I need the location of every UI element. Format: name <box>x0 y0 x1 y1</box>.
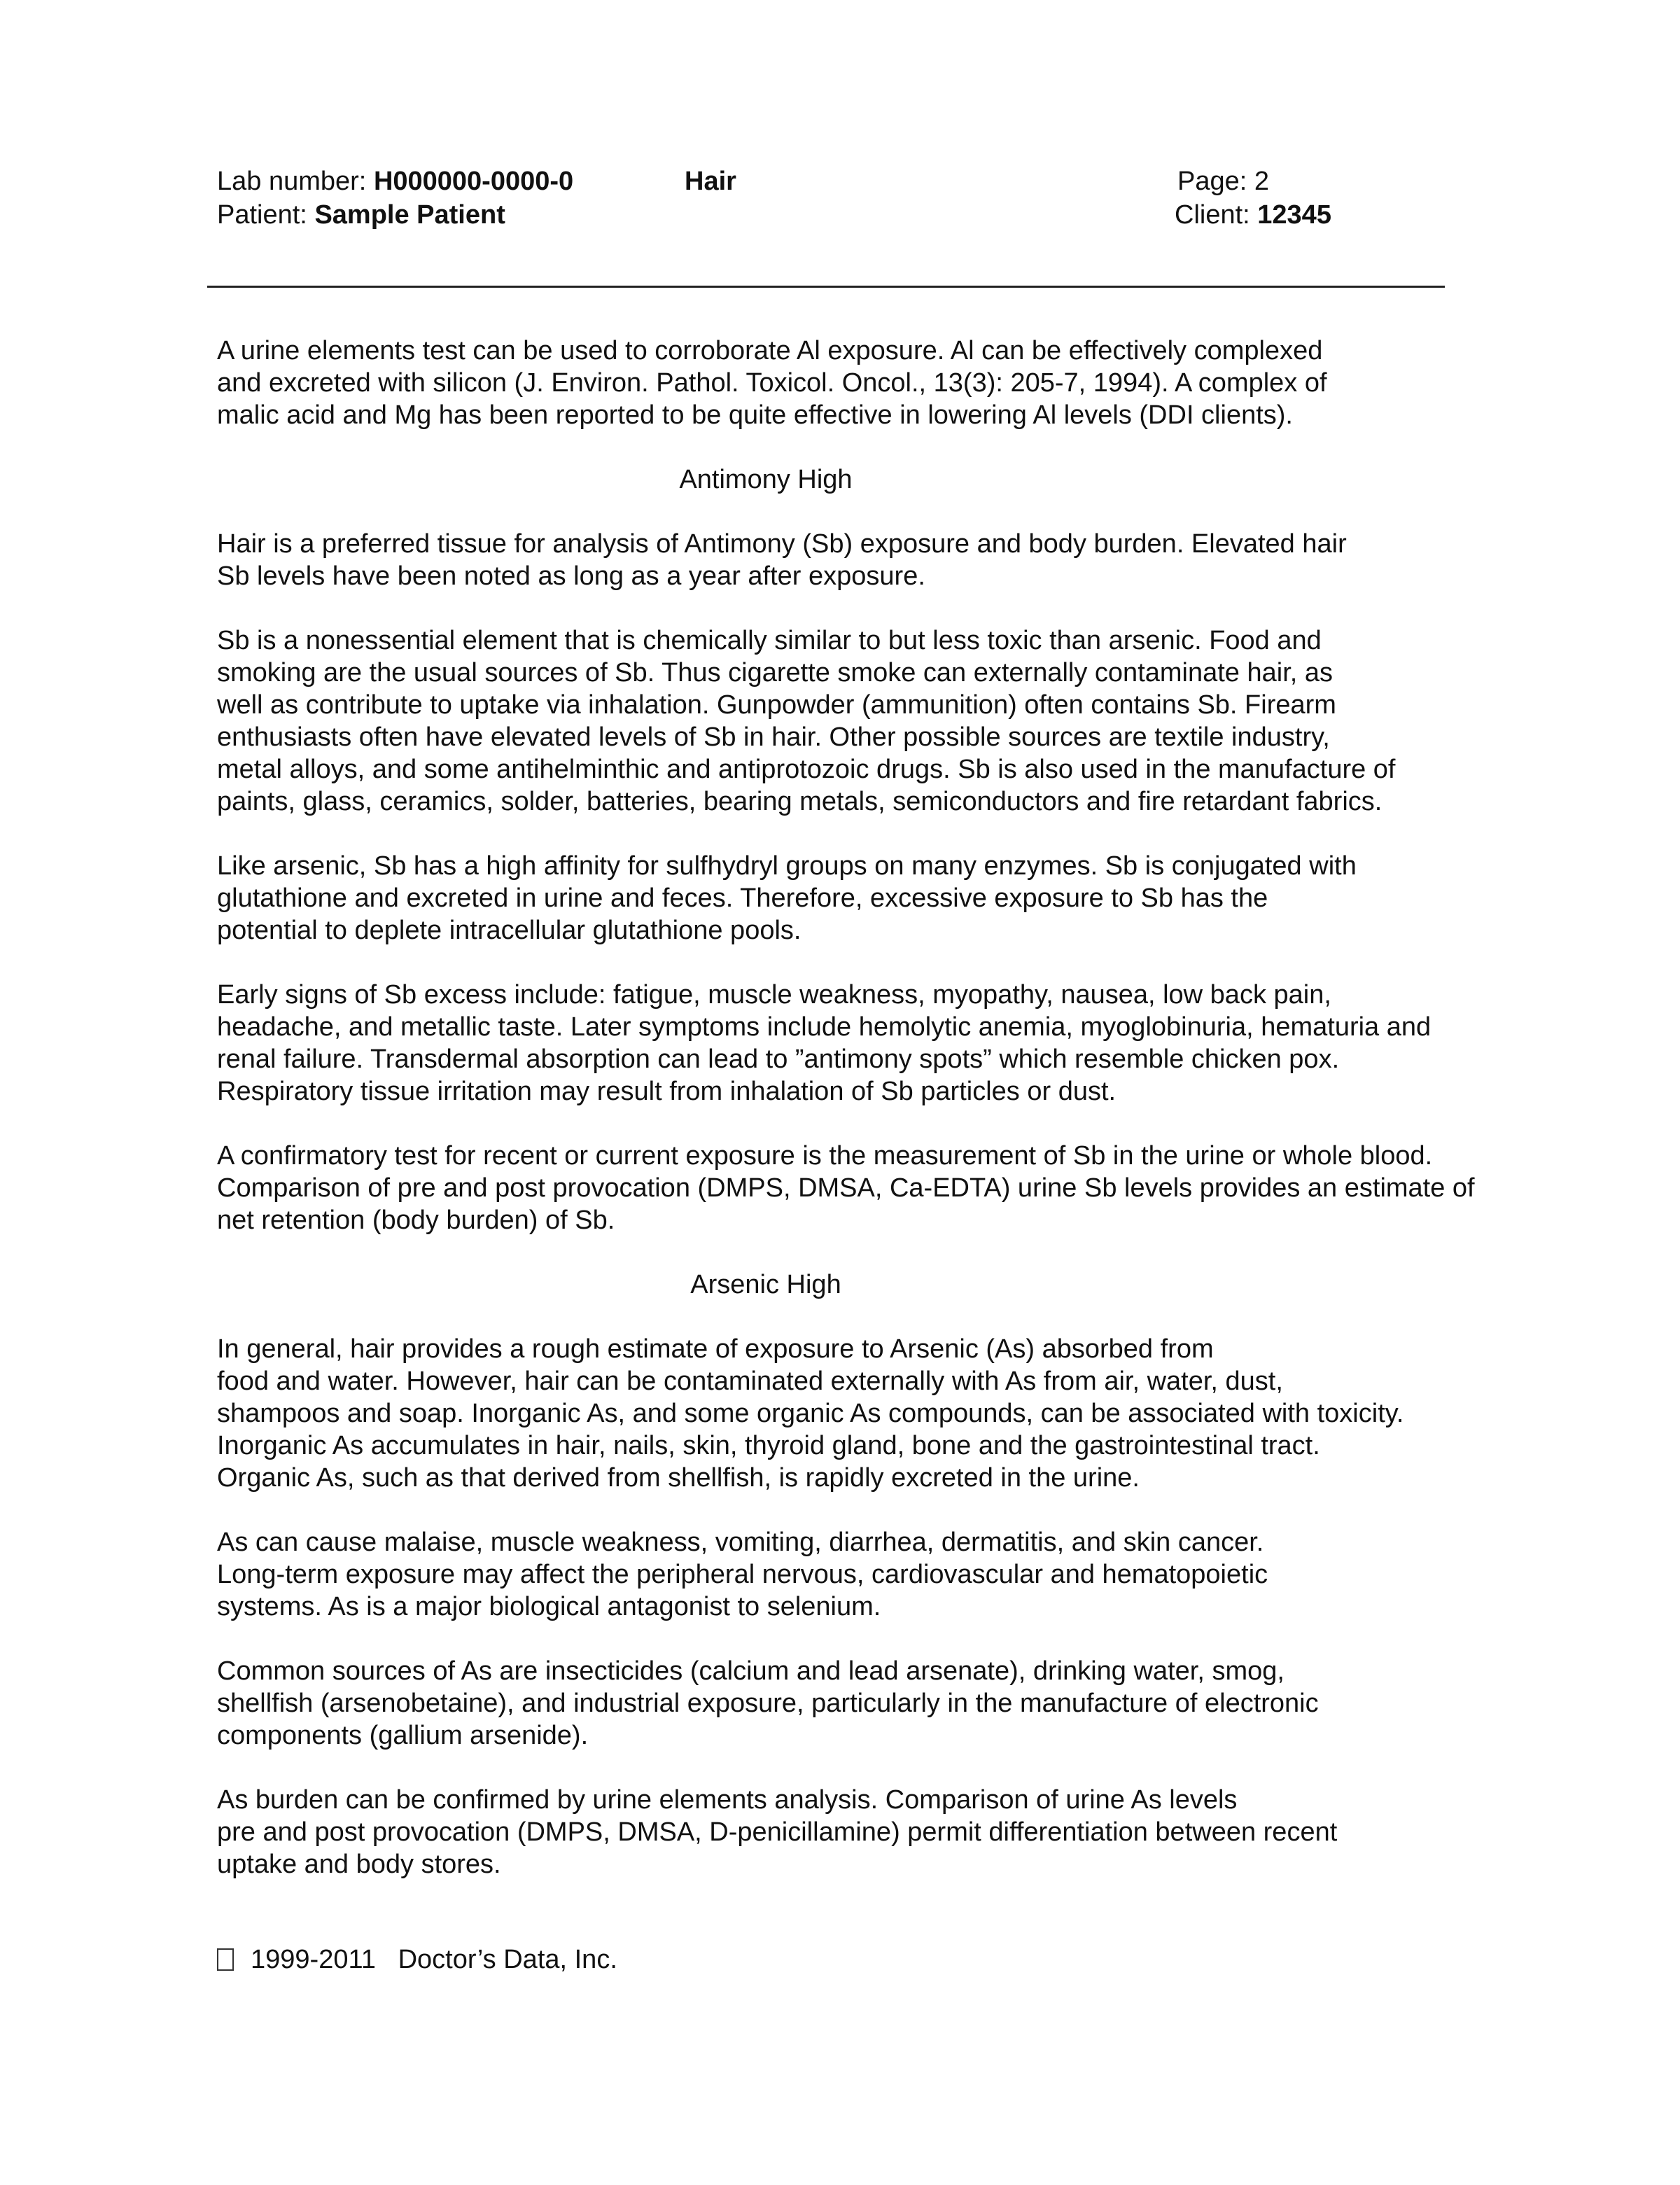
text-line: uptake and body stores. <box>217 1850 501 1879</box>
patient-value: Sample Patient <box>314 200 505 230</box>
text-line: Early signs of Sb excess include: fatigue, muscle weakness, myopathy, nausea, low back pain, <box>217 980 1331 1010</box>
report-body <box>217 335 1582 1913</box>
text-line: In general, hair provides a rough estimate of exposure to Arsenic (As) absorbed from <box>217 1334 1214 1364</box>
text-line: and excreted with silicon (J. Environ. Pathol. Toxicol. Oncol., 13(3): 205-7, 1994). A complex of <box>217 368 1327 398</box>
text-line: Sb levels have been noted as long as a year after exposure. <box>217 561 925 591</box>
copyright-company: Doctor’s Data, Inc. <box>398 1945 617 1974</box>
lab-number-label: Lab number: <box>217 167 367 196</box>
header-divider <box>207 286 1445 288</box>
text-line: Respiratory tissue irritation may result from inhalation of Sb particles or dust. <box>217 1077 1116 1106</box>
text-line: Common sources of As are insecticides (calcium and lead arsenate), drinking water, smog, <box>217 1656 1284 1686</box>
copyright-years: 1999-2011 <box>251 1945 376 1974</box>
text-line: malic acid and Mg has been reported to be quite effective in lowering Al levels (DDI clients). <box>217 400 1293 430</box>
lab-number-value: H000000-0000-0 <box>373 167 574 196</box>
text-line: glutathione and excreted in urine and feces. Therefore, excessive exposure to Sb has the <box>217 884 1268 913</box>
paragraph-arsenic-2 <box>217 1526 1582 1623</box>
paragraph-antimony-5 <box>217 1140 1582 1236</box>
paragraph-arsenic-3 <box>217 1655 1582 1752</box>
text-line: systems. As is a major biological antagonist to selenium. <box>217 1592 881 1621</box>
text-line: enthusiasts often have elevated levels of Sb in hair. Other possible sources are textile industry, <box>217 722 1330 752</box>
text-line: As can cause malaise, muscle weakness, vomiting, diarrhea, dermatitis, and skin cancer. <box>217 1528 1264 1557</box>
text-line: Hair is a preferred tissue for analysis of Antimony (Sb) exposure and body burden. Elevated hair <box>217 529 1347 559</box>
copyright-footer <box>217 1943 617 1976</box>
paragraph-antimony-2 <box>217 624 1582 818</box>
copyright-symbol-icon <box>217 1948 234 1971</box>
text-line: pre and post provocation (DMPS, DMSA, D-penicillamine) permit differentiation between recent <box>217 1817 1338 1847</box>
page-number-row <box>1177 165 1269 197</box>
text-line: renal failure. Transdermal absorption can lead to ”antimony spots” which resemble chicken pox. <box>217 1045 1340 1074</box>
text-line: shampoos and soap. Inorganic As, and some organic As compounds, can be associated with toxicity. <box>217 1399 1404 1428</box>
text-line: Sb is a nonessential element that is chemically similar to but less toxic than arsenic. Food and <box>217 626 1322 655</box>
text-line: potential to deplete intracellular glutathione pools. <box>217 916 802 945</box>
paragraph-antimony-3 <box>217 850 1582 947</box>
client-label: Client: <box>1175 200 1250 230</box>
text-line: smoking are the usual sources of Sb. Thus cigarette smoke can externally contaminate hair, as <box>217 658 1334 687</box>
section-heading-arsenic: Arsenic High <box>690 1270 841 1299</box>
text-line: paints, glass, ceramics, solder, batteries, bearing metals, semiconductors and fire retardant fabrics. <box>217 787 1382 816</box>
text-line: Like arsenic, Sb has a high affinity for sulfhydryl groups on many enzymes. Sb is conjugated with <box>217 851 1357 881</box>
paragraph-antimony-1 <box>217 528 1582 592</box>
text-line: metal alloys, and some antihelminthic and antiprotozoic drugs. Sb is also used in the manufacture of <box>217 755 1396 784</box>
specimen-type: Hair <box>685 167 736 196</box>
paragraph-antimony-4 <box>217 979 1582 1108</box>
page-label: Page: <box>1177 167 1247 196</box>
text-line: well as contribute to uptake via inhalation. Gunpowder (ammunition) often contains Sb. Firearm <box>217 690 1336 720</box>
client-row <box>1175 199 1331 231</box>
text-line: food and water. However, hair can be contaminated externally with As from air, water, dust, <box>217 1367 1283 1396</box>
text-line: Long-term exposure may affect the peripheral nervous, cardiovascular and hematopoietic <box>217 1560 1268 1589</box>
lab-number-row <box>217 165 573 197</box>
patient-row <box>217 199 505 231</box>
text-line: net retention (body burden) of Sb. <box>217 1206 615 1235</box>
patient-label: Patient: <box>217 200 307 230</box>
text-line: shellfish (arsenobetaine), and industrial exposure, particularly in the manufacture of electronic <box>217 1689 1319 1718</box>
text-line: Comparison of pre and post provocation (DMPS, DMSA, Ca-EDTA) urine Sb levels provides an estimate of <box>217 1173 1475 1203</box>
text-line: Organic As, such as that derived from shellfish, is rapidly excreted in the urine. <box>217 1463 1140 1493</box>
text-line: headache, and metallic taste. Later symptoms include hemolytic anemia, myoglobinuria, hematuria and <box>217 1012 1432 1042</box>
text-line: Inorganic As accumulates in hair, nails, skin, thyroid gland, bone and the gastrointestinal tract. <box>217 1431 1320 1460</box>
text-line: As burden can be confirmed by urine elements analysis. Comparison of urine As levels <box>217 1785 1238 1815</box>
paragraph-arsenic-1 <box>217 1333 1582 1494</box>
text-line: A urine elements test can be used to corroborate Al exposure. Al can be effectively complexed <box>217 336 1323 365</box>
text-line: A confirmatory test for recent or current exposure is the measurement of Sb in the urine or whole blood. <box>217 1141 1433 1171</box>
text-line: components (gallium arsenide). <box>217 1721 589 1750</box>
paragraph-arsenic-4 <box>217 1784 1582 1880</box>
page-value: 2 <box>1254 167 1270 196</box>
client-value: 12345 <box>1257 200 1331 230</box>
section-heading-antimony: Antimony High <box>679 465 853 494</box>
paragraph-aluminum-tail <box>217 335 1582 431</box>
